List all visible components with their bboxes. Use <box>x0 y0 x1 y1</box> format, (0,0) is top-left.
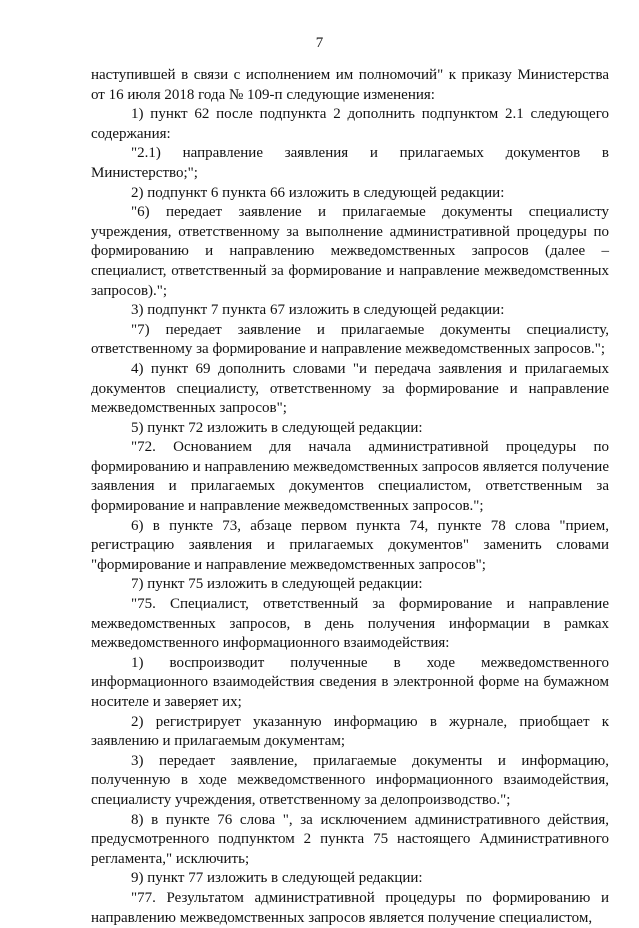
paragraph-item-9: 9) пункт 77 изложить в следующей редакции: <box>131 870 423 887</box>
paragraph-subitem-2: 2) регистрирует указанную информацию в журнале, приобщает к заявлению и прилагаемым документам; <box>91 713 609 750</box>
paragraph-item-5: 5) пункт 72 изложить в следующей редакции: <box>131 419 423 436</box>
paragraph-item-4: 4) пункт 69 дополнить словами "и передача заявления и прилагаемых документов специалисту, ответственному за формирование и направление межведомственных запросов"; <box>91 360 609 417</box>
paragraph-continuation: наступившей в связи с исполнением им полномочий" к приказу Министерства от 16 июля 2018 года № 109-п следующие изменения: <box>91 67 609 103</box>
paragraph-quote-2-1: "2.1) направление заявления и прилагаемых документов в Министерство;"; <box>91 145 609 181</box>
paragraph-item-7: 7) пункт 75 изложить в следующей редакции: <box>131 576 423 593</box>
paragraph-item-3: 3) подпункт 7 пункта 67 изложить в следующей редакции: <box>131 302 505 319</box>
paragraph-item-8: 8) в пункте 76 слова ", за исключением административного действия, предусмотренного подпунктом 2 пункта 75 настоящего Административного регламента," исключить; <box>91 811 609 867</box>
paragraph-subitem-3: 3) передает заявление, прилагаемые документы и информацию, полученную в ходе межведомственного информационного взаимодействия, специалисту учреждения, ответственному за делопроизводство."; <box>91 752 609 808</box>
paragraph-quote-75: "75. Специалист, ответственный за формирование и направление межведомственных запросов, в день получения информации в рамках межведомственного информационного взаимодействия: <box>91 596 609 652</box>
paragraph-item-1: 1) пункт 62 после подпункта 2 дополнить подпунктом 2.1 следующего содержания: <box>91 106 609 142</box>
document-body <box>91 66 609 928</box>
paragraph-quote-7: "7) передает заявление и прилагаемые документы специалисту, ответственному за формирование и направление межведомственных запросов."; <box>91 321 609 358</box>
paragraph-item-6: 6) в пункте 73, абзаце первом пункта 74, пункте 78 слова "прием, регистрацию заявления и прилагаемых документов" заменить словами "формирование и направление межведомственных запросов"; <box>91 517 609 573</box>
paragraph-quote-77: "77. Результатом административной процедуры по формированию и направлению межведомственных запросов является получение специалистом, <box>91 889 609 926</box>
paragraph-subitem-1: 1) воспроизводит полученные в ходе межведомственного информационного взаимодействия сведения в электронной форме на бумажном носителе и заверяет их; <box>91 654 609 710</box>
paragraph-quote-72: "72. Основанием для начала административной процедуры по формированию и направлению межведомственных запросов является получение заявления и прилагаемых документов специалистом, ответственным за формирование и направление межведомственных запросов."; <box>91 439 609 515</box>
paragraph-quote-6: "6) передает заявление и прилагаемые документы специалисту учреждения, ответственному за выполнение административной процедуры по формированию и направлению межведомственных запросов (далее – специалист, ответственный за формирование и направление межведомственных запросов)."; <box>91 204 609 299</box>
page-number: 7 <box>315 35 324 51</box>
paragraph-item-2: 2) подпункт 6 пункта 66 изложить в следующей редакции: <box>131 184 505 201</box>
